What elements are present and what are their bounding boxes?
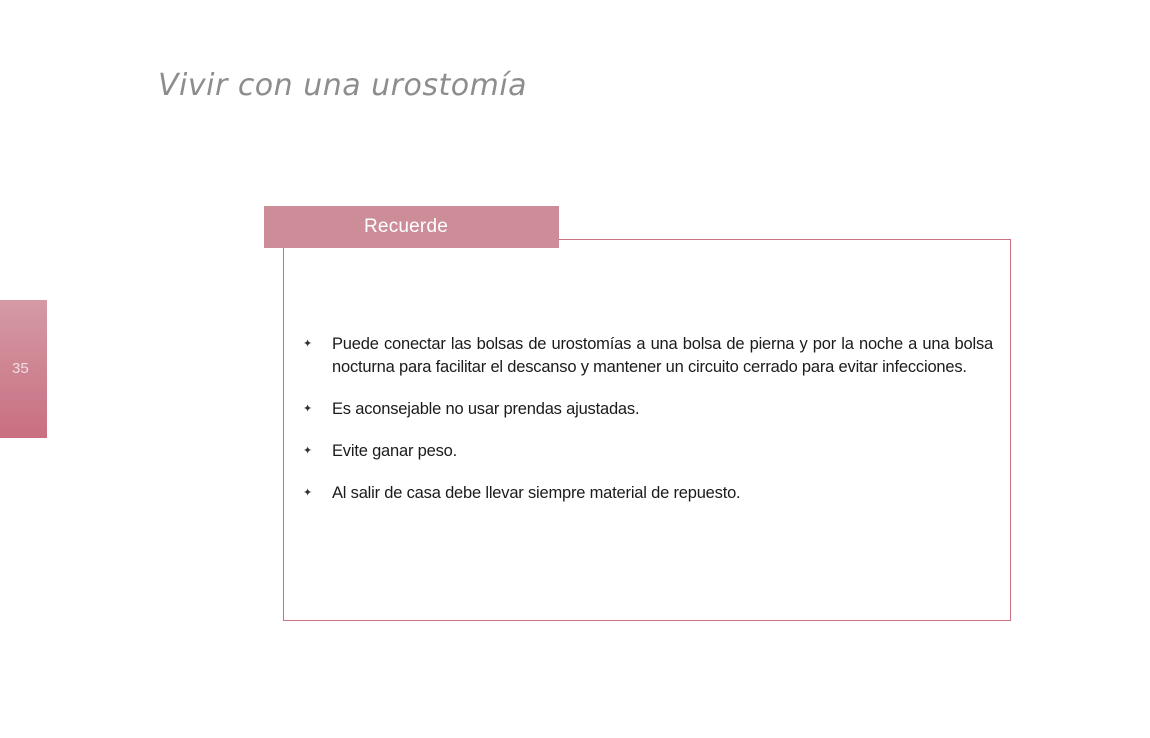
four-point-star-icon: ✦ bbox=[303, 403, 313, 415]
list-item-text: Al salir de casa debe llevar siempre material de repuesto. bbox=[332, 484, 741, 502]
page-title: Vivir con una urostomía bbox=[158, 68, 528, 103]
list-item-text: Es aconsejable no usar prendas ajustadas. bbox=[332, 400, 640, 418]
list-item-text: Puede conectar las bolsas de urostomías a una bolsa de pierna y por la noche a una bolsa nocturna para facilitar el descanso y mantener un circuito cerrado para evitar infecciones. bbox=[332, 335, 993, 376]
four-point-star-icon: ✦ bbox=[303, 487, 313, 499]
callout-heading-tab bbox=[264, 206, 559, 248]
list-item bbox=[301, 440, 993, 463]
tips-list bbox=[301, 333, 993, 524]
list-item bbox=[301, 398, 993, 421]
four-point-star-icon: ✦ bbox=[303, 445, 313, 457]
callout-heading: Recuerde bbox=[364, 216, 448, 237]
page-number: 35 bbox=[12, 360, 29, 377]
four-point-star-icon: ✦ bbox=[303, 338, 313, 350]
list-item bbox=[301, 333, 993, 379]
list-item-text: Evite ganar peso. bbox=[332, 442, 458, 460]
list-item bbox=[301, 482, 993, 505]
